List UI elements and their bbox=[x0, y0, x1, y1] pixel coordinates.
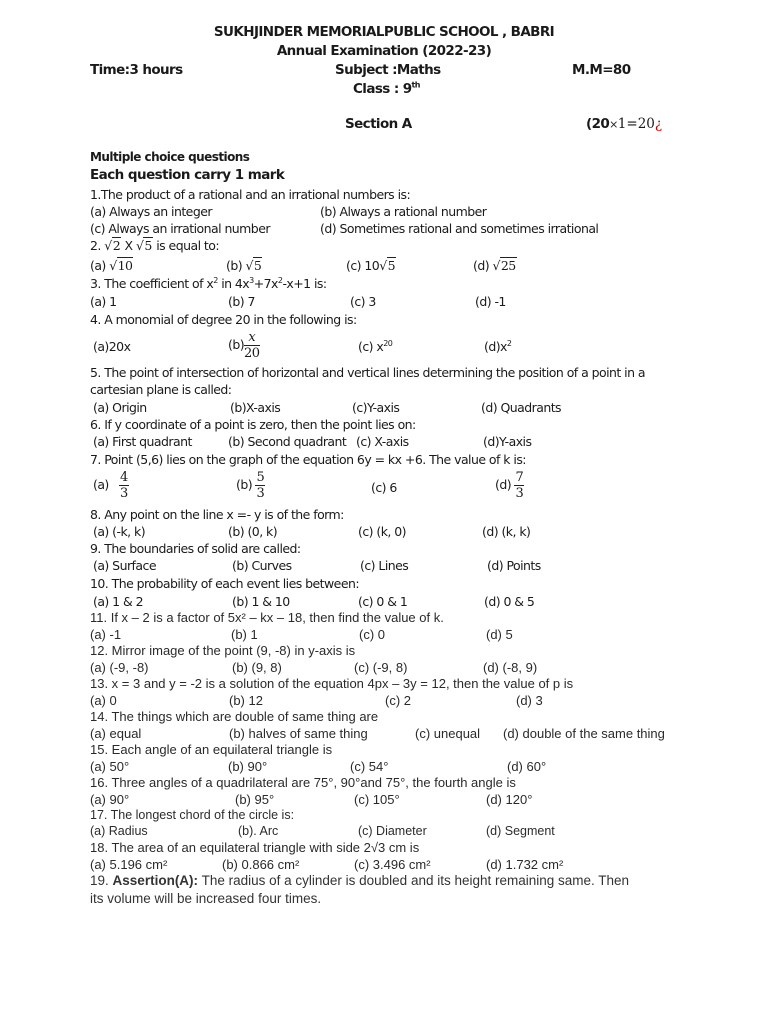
q17-option-a: (a) Radius bbox=[90, 824, 148, 838]
q7-option-d: (d) $\frac{7}{3}$ bbox=[495, 470, 524, 501]
q5-stem-line2: cartesian plane is called: bbox=[90, 382, 232, 397]
q12-option-d: (d) (-8, 9) bbox=[483, 660, 538, 675]
q6-option-d: (d)Y-axis bbox=[483, 434, 532, 449]
q17-stem: 17. The longest chord of the circle is: bbox=[90, 808, 295, 822]
q17-option-b: (b). Arc bbox=[238, 824, 279, 838]
q6-stem: 6. If y coordinate of a point is zero, then the point lies on: bbox=[90, 417, 416, 432]
q9-option-c: (c) Lines bbox=[360, 558, 409, 573]
sqrt-symbol: √2 bbox=[104, 238, 121, 253]
q10-option-a: (a) 1 & 2 bbox=[93, 594, 144, 609]
q19-line2: its volume will be increased four times. bbox=[90, 891, 322, 906]
q4-stem: 4. A monomial of degree 20 in the following is: bbox=[90, 312, 357, 327]
section-marks: (20×1=20¿ bbox=[586, 116, 662, 132]
q8-option-a: (a) (-k, k) bbox=[93, 524, 146, 539]
q16-option-d: (d) 120° bbox=[486, 792, 533, 807]
q7-option-b: (b) $\frac{5}{3}$ bbox=[236, 470, 265, 501]
q16-stem: 16. Three angles of a quadrilateral are 75°, 90°and 75°, the fourth angle is bbox=[90, 775, 516, 790]
q15-option-d: (d) 60° bbox=[507, 759, 547, 774]
q6-option-c: (c) X-axis bbox=[356, 434, 409, 449]
q1-option-b: (b) Always a rational number bbox=[320, 204, 487, 219]
q13-stem: 13. x = 3 and y = -2 is a solution of the equation 4px – 3y = 12, then the value of p is bbox=[90, 676, 574, 691]
q12-option-a: (a) (-9, -8) bbox=[90, 660, 149, 675]
q8-stem: 8. Any point on the line x =- y is of the form: bbox=[90, 507, 344, 522]
q4-option-a: (a)20x bbox=[93, 339, 131, 354]
q7-option-c: (c) 6 bbox=[371, 480, 397, 495]
q3-option-a: (a) 1 bbox=[90, 294, 117, 309]
q1-option-a: (a) Always an integer bbox=[90, 204, 212, 219]
q2-option-d: (d) √25 bbox=[473, 258, 516, 273]
q11-option-d: (d) 5 bbox=[486, 627, 513, 642]
q16-option-b: (b) 95° bbox=[235, 792, 275, 807]
q16-option-c: (c) 105° bbox=[354, 792, 400, 807]
q16-option-a: (a) 90° bbox=[90, 792, 130, 807]
q11-option-a: (a) -1 bbox=[90, 627, 122, 642]
q10-stem: 10. The probability of each event lies between: bbox=[90, 576, 359, 591]
q5-stem-line1: 5. The point of intersection of horizontal and vertical lines determining the position of a point in a bbox=[90, 365, 645, 380]
q11-option-b: (b) 1 bbox=[231, 627, 258, 642]
q11-stem: 11. If x – 2 is a factor of 5x² – kx – 18, then find the value of k. bbox=[90, 610, 444, 625]
q18-option-c: (c) 3.496 cm² bbox=[354, 857, 431, 872]
max-marks: M.M=80 bbox=[572, 62, 631, 78]
q5-option-c: (c)Y-axis bbox=[352, 400, 400, 415]
q14-option-d: (d) double of the same thing bbox=[503, 726, 665, 741]
q15-option-a: (a) 50° bbox=[90, 759, 130, 774]
q13-option-b: (b) 12 bbox=[229, 693, 263, 708]
q10-option-b: (b) 1 & 10 bbox=[232, 594, 290, 609]
q1-option-d: (d) Sometimes rational and sometimes irrational bbox=[320, 221, 599, 236]
q3-option-c: (c) 3 bbox=[350, 294, 376, 309]
q15-option-c: (c) 54° bbox=[350, 759, 389, 774]
q9-option-d: (d) Points bbox=[487, 558, 541, 573]
q3-stem: 3. The coefficient of $x^2$ in $4x^3+7x^2-x+1$ is: bbox=[90, 275, 327, 291]
class-label: Class : 9th bbox=[353, 80, 420, 97]
q3-option-b: (b) 7 bbox=[228, 294, 255, 309]
q8-option-c: (c) (k, 0) bbox=[358, 524, 406, 539]
q5-option-b: (b)X-axis bbox=[230, 400, 281, 415]
q12-stem: 12. Mirror image of the point (9, -8) in y-axis is bbox=[90, 643, 356, 658]
q4-option-b: (b) $\frac{x}{20}$ bbox=[228, 330, 260, 361]
q11-option-c: (c) 0 bbox=[359, 627, 385, 642]
q5-option-a: (a) Origin bbox=[93, 400, 147, 415]
q3-option-d: (d) -1 bbox=[475, 294, 506, 309]
q2-stem: 2. √2 X √5 is equal to: bbox=[90, 238, 220, 253]
q5-option-d: (d) Quadrants bbox=[481, 400, 562, 415]
q14-stem: 14. The things which are double of same thing are bbox=[90, 709, 379, 724]
mark-note: Each question carry 1 mark bbox=[90, 167, 285, 183]
q1-option-c: (c) Always an irrational number bbox=[90, 221, 270, 236]
q10-option-c: (c) 0 & 1 bbox=[358, 594, 408, 609]
q10-option-d: (d) 0 & 5 bbox=[484, 594, 535, 609]
exam-title: Annual Examination (2022-23) bbox=[276, 43, 492, 59]
q14-option-a: (a) equal bbox=[90, 726, 142, 741]
q14-option-b: (b) halves of same thing bbox=[229, 726, 368, 741]
q8-option-b: (b) (0, k) bbox=[228, 524, 278, 539]
q13-option-a: (a) 0 bbox=[90, 693, 117, 708]
section-title: Section A bbox=[345, 116, 412, 132]
q13-option-d: (d) 3 bbox=[516, 693, 543, 708]
q15-option-b: (b) 90° bbox=[228, 759, 268, 774]
q4-option-c: (c) $x^{20}$ bbox=[358, 338, 393, 354]
q15-stem: 15. Each angle of an equilateral triangle is bbox=[90, 742, 333, 757]
q1-stem: 1.The product of a rational and an irrational numbers is: bbox=[90, 187, 411, 202]
q2-option-a: (a) √10 bbox=[90, 258, 133, 273]
q18-stem: 18. The area of an equilateral triangle with side 2√3 cm is bbox=[90, 840, 420, 855]
q2-option-c: (c) 10√5 bbox=[346, 258, 396, 273]
q7-stem: 7. Point (5,6) lies on the graph of the equation 6y = kx +6. The value of k is: bbox=[90, 452, 526, 467]
q18-option-a: (a) 5.196 cm² bbox=[90, 857, 168, 872]
q17-option-d: (d) Segment bbox=[486, 824, 555, 838]
time-allowed: Time:3 hours bbox=[90, 62, 183, 78]
q12-option-c: (c) (-9, 8) bbox=[354, 660, 408, 675]
q18-option-d: (d) 1.732 cm² bbox=[486, 857, 564, 872]
subject: Subject :Maths bbox=[335, 62, 441, 78]
q13-option-c: (c) 2 bbox=[385, 693, 411, 708]
q14-option-c: (c) unequal bbox=[415, 726, 481, 741]
q9-option-a: (a) Surface bbox=[93, 558, 156, 573]
q18-option-b: (b) 0.866 cm² bbox=[222, 857, 300, 872]
q17-option-c: (c) Diameter bbox=[358, 824, 427, 838]
school-name: SUKHJINDER MEMORIALPUBLIC SCHOOL , BABRI bbox=[213, 24, 555, 40]
q9-option-b: (b) Curves bbox=[232, 558, 292, 573]
mcq-heading: Multiple choice questions bbox=[90, 150, 250, 164]
q8-option-d: (d) (k, k) bbox=[482, 524, 531, 539]
q2-option-b: (b) √5 bbox=[226, 258, 262, 273]
q7-option-a: (a) $\frac{4}{3}$ bbox=[93, 470, 128, 501]
q12-option-b: (b) (9, 8) bbox=[232, 660, 282, 675]
q6-option-b: (b) Second quadrant bbox=[228, 434, 347, 449]
q9-stem: 9. The boundaries of solid are called: bbox=[90, 541, 301, 556]
q19-line1: 19. Assertion(A): The radius of a cylinder is doubled and its height remaining same. Then bbox=[90, 873, 630, 888]
q4-option-d: $(d)x^2$ bbox=[484, 338, 512, 354]
q6-option-a: (a) First quadrant bbox=[93, 434, 192, 449]
